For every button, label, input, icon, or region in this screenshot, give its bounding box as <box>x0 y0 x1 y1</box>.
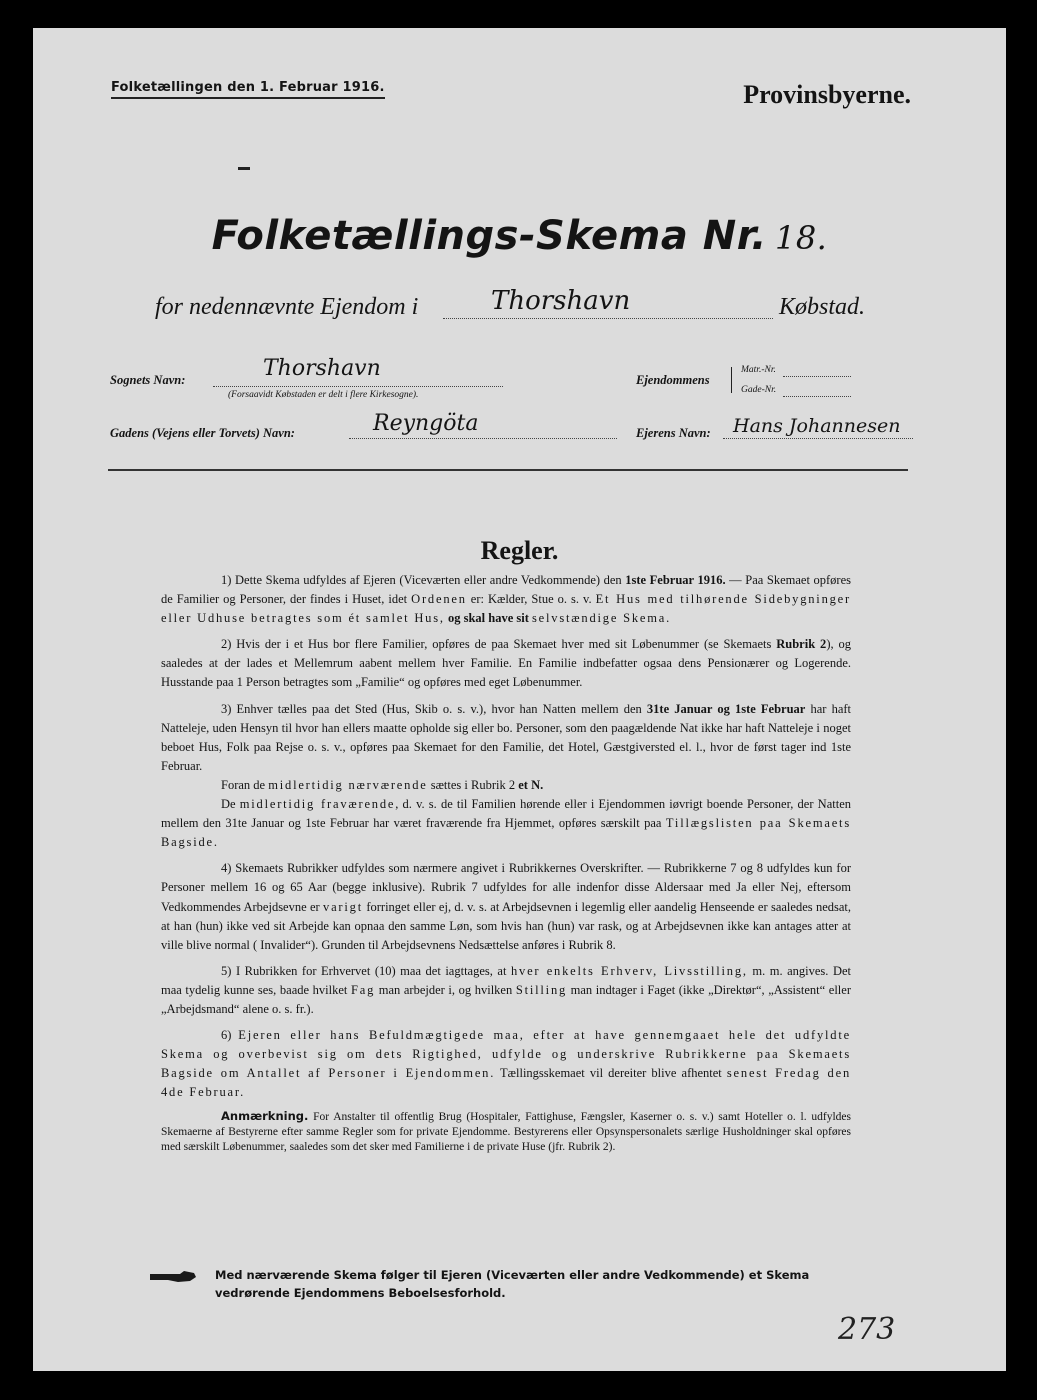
parish-value-handwritten: Thorshavn <box>263 356 381 381</box>
property-label: Ejendommens <box>636 373 710 387</box>
rule-1-text-3: er: Kælder, Stue o. s. v. <box>466 592 596 607</box>
rule-3-temp-present: midlertidig nærværende <box>268 777 428 792</box>
rule-3-present <box>161 776 851 795</box>
rule-1-date: 1ste Februar 1916. <box>625 573 726 587</box>
rule-5-text: 5) I Rubrikken for Erhvervet (10) maa det iagttages, at <box>221 963 511 978</box>
rule-3-absent <box>161 795 851 852</box>
rule-3-text-6: , d. v. s. de til Familien hørende eller i Ejendommen iøvrigt boende Personer, der Natten mellem den 31te Januar og 1ste Februar har været fraværende fra Hjemmet, opføres særskilt paa <box>161 797 851 831</box>
form-title <box>33 213 1006 259</box>
rule-2-text-2: ), og saaledes at der lades et Mellemrum aabent mellem hver Familie. En Familie indbefatter ogsaa dens Pensionærer og Logerende. Husstande paa 1 Person betragtes som „Familie“ og opføres med eget Løbenummer. <box>161 637 851 690</box>
form-number-handwritten: 18. <box>774 219 828 257</box>
rule-5-position: Stilling <box>515 982 568 997</box>
rule-4-permanent: varigt <box>323 899 363 914</box>
rule-5-occupation: hver enkelts Erhverv, Livsstilling, <box>510 963 748 978</box>
owner-value-handwritten: Hans Johannesen <box>733 415 901 437</box>
pointing-hand-icon <box>150 1271 196 1283</box>
rule-5-trade: Fag <box>350 982 376 997</box>
note-heading: Anmærkning. <box>221 1109 309 1124</box>
rule-1-order: Ordenen <box>411 592 467 607</box>
rules-title: Regler. <box>480 536 559 565</box>
street-label: Gadens (Vejens eller Torvets) Navn: <box>110 426 295 440</box>
rule-1-text: 1) Dette Skema udfyldes af Ejeren (Viceværten eller andre Vedkommende) den <box>221 573 626 587</box>
rule-3 <box>161 700 851 776</box>
rule-4-text: 4) Skemaets Rubrikker udfyldes som nærmere angivet i Rubrikkernes Overskrifter. — Rubrikkerne 7 og 8 udfyldes kun for Personer mellem 16 og 65 Aar (begge inklusive). Rubrik 7 udfyldes for alle indenfor disse Aldersaar med Ja eller Nej, eftersom Vedkommendes Arbejdsevne er <box>161 861 851 914</box>
stray-mark <box>238 167 250 170</box>
rule-3-text-3: Foran de <box>221 777 269 792</box>
rule-6-number: 6) <box>221 1028 239 1043</box>
parish-line <box>213 386 503 387</box>
parish-label: Sognets Navn: <box>110 373 186 387</box>
rule-5 <box>161 962 851 1019</box>
rule-1-text-4: og skal have sit <box>444 611 532 626</box>
rule-2-text: 2) Hvis der i et Hus bor flere Familier, opføres de paa Skemaet hver med sit Løbenummer (se Skemaets <box>221 637 777 652</box>
matr-label: Matr.-Nr. <box>741 365 776 375</box>
rule-3-n: et N. <box>518 777 544 792</box>
gade-label: Gade-Nr. <box>741 385 777 395</box>
rule-1 <box>161 571 851 628</box>
rule-3-text-2: har haft Natteleje, uden Hensyn til hvor han ellers maatte opholde sig eller bo. Personer, som den paagældende Nat ikke har haft Natteleje i noget beboet Hus, Folk paa Rejse o. s. v., opføres paa Skemaet for den Familie, det Hotel, Gæstgiversted el. l., hvor de først tager ind 1ste Februar. <box>161 701 852 773</box>
rule-6 <box>161 1026 851 1102</box>
rule-3-night: 31te Januar og 1ste Februar <box>646 701 806 716</box>
rule-3-text-5: De <box>221 797 240 812</box>
rule-3-text-4: sættes i Rubrik 2 <box>427 777 519 792</box>
form-title-text: Folketællings-Skema Nr. <box>211 213 767 259</box>
rule-1-text-2: — Paa Skemaet opføres de Familier og Personer, der findes i Huset, idet <box>161 573 851 607</box>
section-divider <box>108 469 908 471</box>
rule-3-temp-absent: midlertidig fraværende <box>239 797 396 812</box>
property-brace <box>731 367 734 393</box>
note-text: For Anstalter til offentlig Brug (Hospitaler, Fattighuse, Fængsler, Kaserner o. s. v.) samt Hoteller o. l. udfyldes Skemaerne af Bestyrerne efter samme Regler som for private Ejendomme. Bestyrerens eller Opsynspersonalets særlige Husholdninger skal opføres med særskilt Løbenummer, saaledes som det sker med Familierne i de private Huse (jfr. Rubrik 2). <box>161 1111 851 1154</box>
rule-1-own-form: selvstændige Skema. <box>532 611 672 626</box>
region-header: Provinsbyerne. <box>743 80 911 109</box>
rules-body <box>161 571 851 1162</box>
census-date-header: Folketællingen den 1. Februar 1916. <box>111 80 385 99</box>
rules-note <box>161 1109 851 1155</box>
matr-line <box>783 376 851 377</box>
census-form-page <box>33 28 1006 1371</box>
rule-5-text-4: man indtager i Faget (ikke „Direktør“, „Assistent“ eller „Arbejdsmand“ alene o. s. fr.). <box>161 982 851 1016</box>
page-number-handwritten: 273 <box>838 1312 896 1347</box>
rule-4-text-2: forringet eller ej, d. v. s. at Arbejdsevnen i legemlig eller aandelig Henseende er saaledes nedsat, at han (hun) ikke ved sit Arbejde kan opnaa den samme Løn, som hvis han (hun) var rask, og at Arbejdsevnen ikke kan antages atter at ville blive normal ( Invalider“). Grunden til Arbejdsevnens Nedsættelse anføres i Rubrik 8. <box>161 899 852 952</box>
rule-3-supplement: Tillægslisten paa Skemaets Bagside. <box>161 816 851 850</box>
rule-5-text-2: m. m. angives. Det maa tydelig kunne ses, baade hvilket <box>161 963 851 997</box>
footer-notice: Med nærværende Skema følger til Ejeren (Viceværten eller andre Vedkommende) et Skema vedrørende Ejendommens Beboelsesforhold. <box>215 1268 810 1300</box>
town-name-handwritten: Thorshavn <box>491 286 631 316</box>
rule-4 <box>161 859 851 954</box>
street-line <box>349 438 617 439</box>
rule-2-rubric: Rubrik 2 <box>776 637 827 652</box>
rule-6-deadline: senest Fredag den 4de Februar. <box>161 1066 852 1100</box>
subtitle-prefix: for nedennævnte Ejendom i <box>155 294 419 320</box>
subtitle-suffix: Købstad. <box>779 294 866 320</box>
parish-note: (Forsaavidt Købstaden er delt i flere Kirkesogne). <box>228 390 419 400</box>
owner-label: Ejerens Navn: <box>636 426 711 440</box>
rule-5-text-3: man arbejder i, og hvilken <box>375 982 516 997</box>
street-value-handwritten: Reyngöta <box>373 411 479 436</box>
town-name-line <box>443 318 773 319</box>
rule-6-text: Tællingsskemaet vil dereiter blive afhentet <box>495 1066 727 1081</box>
rule-1-house: Et Hus med tilhørende Sidebygninger eller Udhuse betragtes som ét samlet Hus, <box>161 592 851 626</box>
rule-6-owner: Ejeren eller hans Befuldmægtigede maa, efter at have gennemgaaet hele det udfyldte Skema og overbevist sig om dets Rigtighed, udfylde og underskrive Rubrikkerne paa Skemaets Bagside om Antallet af Personer i Ejendommen. <box>161 1028 851 1081</box>
rule-3-text: 3) Enhver tælles paa det Sted (Hus, Skib o. s. v.), hvor han Natten mellem den <box>221 701 647 716</box>
owner-line <box>723 438 913 439</box>
gade-line <box>783 396 851 397</box>
rule-2 <box>161 635 851 692</box>
